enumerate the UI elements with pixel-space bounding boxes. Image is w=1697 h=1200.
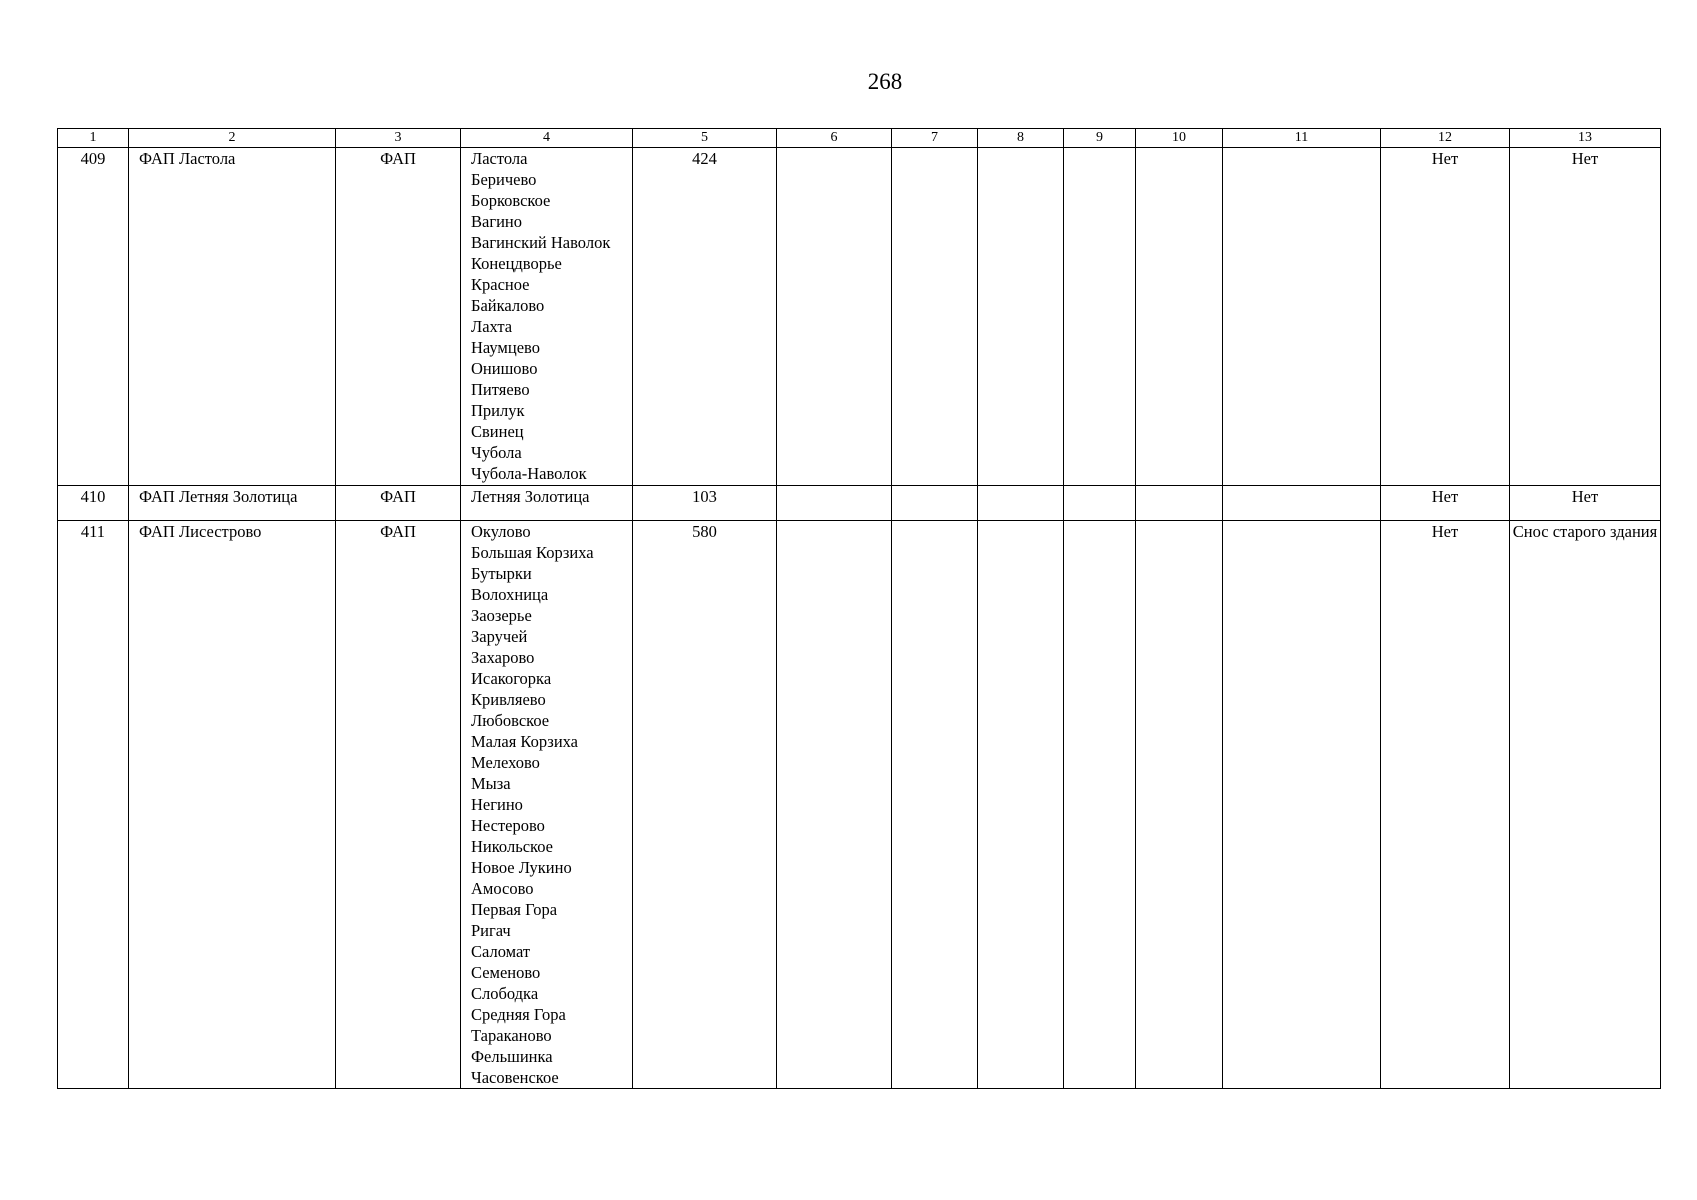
settlement-item: Прилук (471, 401, 525, 420)
cell-col7 (892, 148, 978, 486)
table-row (58, 486, 1661, 521)
cell-col8 (978, 521, 1064, 1089)
facility-name: ФАП Летняя Золотица (129, 486, 336, 521)
settlement-item: Амосово (471, 879, 534, 898)
settlements-cell (461, 486, 633, 521)
settlements-cell (461, 148, 633, 486)
settlement-item: Ластола (471, 149, 528, 168)
population: 580 (633, 521, 777, 1089)
cell-col13: Нет (1510, 486, 1661, 521)
facility-type: ФАП (336, 486, 461, 521)
settlement-item: Большая Корзиха (471, 543, 594, 562)
settlement-item: Лахта (471, 317, 513, 336)
settlements-cell (461, 521, 633, 1089)
cell-col8 (978, 148, 1064, 486)
cell-col12: Нет (1381, 486, 1510, 521)
cell-col12: Нет (1381, 521, 1510, 1089)
column-header: 1 (58, 129, 129, 148)
column-header: 4 (461, 129, 633, 148)
cell-col12: Нет (1381, 148, 1510, 486)
column-header: 11 (1223, 129, 1381, 148)
settlement-item: Борковское (471, 191, 551, 210)
settlement-item: Семеново (471, 963, 541, 982)
row-number: 411 (58, 521, 129, 1089)
settlement-item: Свинец (471, 422, 524, 441)
population: 424 (633, 148, 777, 486)
settlement-item: Слободка (471, 984, 539, 1003)
facilities-table (57, 128, 1661, 1089)
settlement-item: Малая Корзиха (471, 732, 579, 751)
settlement-item: Новое Лукино (471, 858, 572, 877)
settlement-item: Наумцево (471, 338, 540, 357)
settlement-item: Исакогорка (471, 669, 552, 688)
cell-col6 (777, 486, 892, 521)
cell-col13: Снос старого здания (1510, 521, 1661, 1089)
column-header: 13 (1510, 129, 1661, 148)
settlement-item: Бутырки (471, 564, 532, 583)
page-number: 268 (867, 69, 903, 94)
settlement-item: Красное (471, 275, 530, 294)
settlement-item: Летняя Золотица (471, 487, 590, 506)
cell-col10 (1136, 486, 1223, 521)
cell-col8 (978, 486, 1064, 521)
facility-name: ФАП Лисестрово (129, 521, 336, 1089)
column-header: 8 (978, 129, 1064, 148)
settlement-item: Тараканово (471, 1026, 552, 1045)
settlement-item: Чубола (471, 443, 522, 462)
settlement-item: Фельшинка (471, 1047, 553, 1066)
table-row (58, 521, 1661, 1089)
settlement-item: Заозерье (471, 606, 532, 625)
settlement-item: Захарово (471, 648, 535, 667)
population: 103 (633, 486, 777, 521)
settlement-item: Волохница (471, 585, 549, 604)
facility-name: ФАП Ластола (129, 148, 336, 486)
settlement-item: Никольское (471, 837, 553, 856)
settlement-item: Часовенское (471, 1068, 559, 1087)
cell-col9 (1064, 486, 1136, 521)
cell-col11 (1223, 148, 1381, 486)
settlement-item: Вагинский Наволок (471, 233, 611, 252)
settlement-item: Онишово (471, 359, 538, 378)
settlement-item: Нестерово (471, 816, 545, 835)
cell-col10 (1136, 148, 1223, 486)
cell-col6 (777, 521, 892, 1089)
cell-col10 (1136, 521, 1223, 1089)
row-number: 410 (58, 486, 129, 521)
settlement-item: Саломат (471, 942, 531, 961)
cell-col6 (777, 148, 892, 486)
settlement-list (471, 521, 632, 1088)
settlement-item: Вагино (471, 212, 523, 231)
column-header: 2 (129, 129, 336, 148)
column-header: 12 (1381, 129, 1510, 148)
column-header: 10 (1136, 129, 1223, 148)
column-header: 6 (777, 129, 892, 148)
settlement-item: Негино (471, 795, 523, 814)
column-header: 3 (336, 129, 461, 148)
settlement-item: Конецдворье (471, 254, 562, 273)
cell-col9 (1064, 521, 1136, 1089)
column-header: 9 (1064, 129, 1136, 148)
settlement-list (471, 486, 632, 507)
settlement-item: Беричево (471, 170, 537, 189)
settlement-item: Окулово (471, 522, 531, 541)
cell-col11 (1223, 521, 1381, 1089)
row-number: 409 (58, 148, 129, 486)
cell-col7 (892, 486, 978, 521)
column-header: 7 (892, 129, 978, 148)
table-row (58, 148, 1661, 486)
facility-type: ФАП (336, 521, 461, 1089)
settlement-item: Любовское (471, 711, 550, 730)
header-row (58, 129, 1661, 148)
facility-type: ФАП (336, 148, 461, 486)
settlement-item: Питяево (471, 380, 530, 399)
cell-col7 (892, 521, 978, 1089)
cell-col11 (1223, 486, 1381, 521)
settlement-item: Мыза (471, 774, 511, 793)
cell-col13: Нет (1510, 148, 1661, 486)
settlement-list (471, 148, 632, 484)
settlement-item: Средняя Гора (471, 1005, 566, 1024)
cell-col9 (1064, 148, 1136, 486)
settlement-item: Заручей (471, 627, 528, 646)
settlement-item: Байкалово (471, 296, 545, 315)
settlement-item: Чубола-Наволок (471, 464, 587, 483)
column-header: 5 (633, 129, 777, 148)
settlement-item: Ригач (471, 921, 511, 940)
settlement-item: Мелехово (471, 753, 540, 772)
settlement-item: Кривляево (471, 690, 546, 709)
settlement-item: Первая Гора (471, 900, 558, 919)
